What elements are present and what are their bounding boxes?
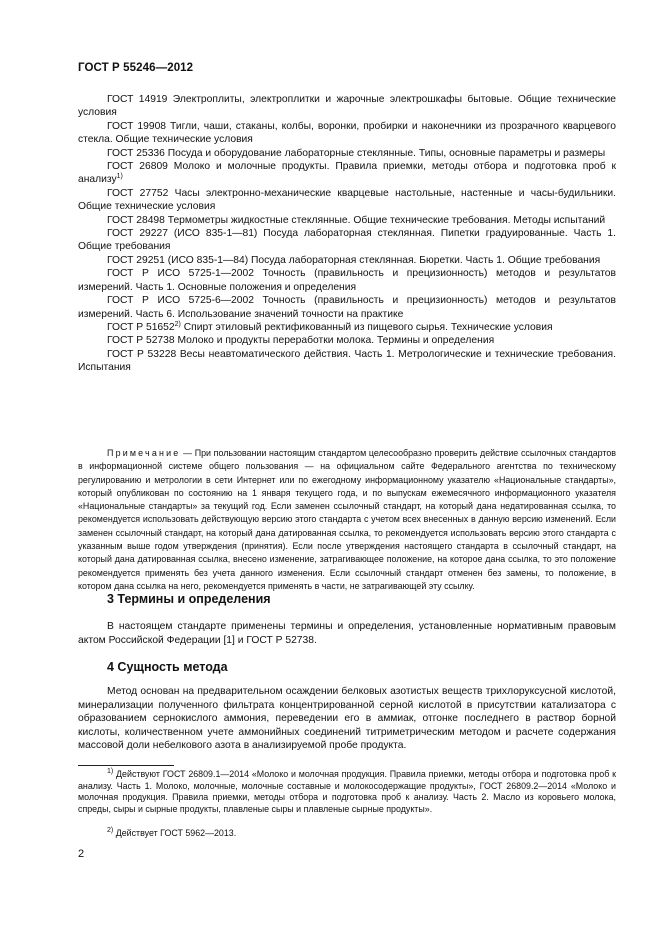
reference-item: ГОСТ 29251 (ИСО 835-1—84) Посуда лабораторная стеклянная. Бюретки. Часть 1. Общие требования [107, 254, 601, 266]
section-4-text: Метод основан на предварительном осаждении белковых азотистых веществ трихлоруксусной кислотой, минерализации полученного фильтрата концентрированной серной кислотой в присутствии катализатора с образованием сернокислого аммония, переведении его в аммиак, отгонке последнего в раствор борной кислоты, количественном учете аммонийных соединений титриметрическим методом и расчете содержания массовой доли небелкового азота в анализируемой пробе продукта. [78, 686, 616, 752]
section-3-heading: 3 Термины и определения [107, 592, 271, 606]
note-label: Примечание [107, 448, 181, 458]
reference-item: ГОСТ Р ИСО 5725-1—2002 Точность (правильность и прецизионность) методов и результатов измерений. Часть 1. Основные положения и определения [78, 268, 616, 293]
reference-item: ГОСТ 19908 Тигли, чаши, стаканы, колбы, воронки, пробирки и наконечники из прозрачного кварцевого стекла. Общие технические условия [78, 120, 616, 146]
footnote-mark: 2) [107, 827, 114, 834]
footnote-1: $^{1)}$ Действуют ГОСТ 26809.1—2014 «Молоко и молочная продукция. Правила приемки, методы отбора и подготовка проб к анализу. Часть 1. Молоко, молочные, молочные составные и молокосодержащие продукты», ГОСТ 26809.2—2014 «Молоко и молочная продукция. Правила приемки, методы отбора и подготовка проб к анализу. Часть 2. Масло из коровьего молока, спреды, сыры и сырные продукты, плавленые сыры и плавленые сырные продукты». [78, 768, 616, 814]
reference-item: ГОСТ Р 51652$^{2)}$ Спирт этиловый ректификованный из пищевого сырья. Технические условия [107, 320, 553, 333]
page-number: 2 [78, 848, 85, 860]
document-header-code: ГОСТ Р 55246—2012 [78, 62, 194, 74]
footnote-marker: 2) [174, 320, 181, 328]
footnote-mark: 1) [107, 768, 114, 775]
note-text: — При пользовании настоящим стандартом целесообразно проверить действие ссылочных стандартов в информационной системе общего пользования — на официальном сайте Федерального агентства по техническому регулированию и метрологии в сети Интернет или по ежегодному информационному указателю «Национальные стандарты», который опубликован по состоянию на 1 января текущего года, и по выпускам ежемесячного информационного указателя «Национальные стандарты» за текущий год. Если заменен ссылочный стандарт, на который дана недатированная ссылка, то рекомендуется использовать действующую версию этого стандарта с учетом всех внесенных в данную версию изменений. Если заменен ссылочный стандарт, на который дана датированная ссылка, то рекомендуется использовать версию этого стандарта с указанным выше годом утверждения (принятия). Если после утверждения настоящего стандарта в ссылочный стандарт, на который дана датированная ссылка, внесено изменение, затрагивающее положение, на которое дана ссылка, то это положение рекомендуется применять без учета данного изменения. Если ссылочный стандарт отменен без замены, то положение, в котором дана ссылка на него, рекомендуется применять в части, не затрагивающей эту ссылку. [78, 448, 616, 591]
reference-item: ГОСТ 14919 Электроплиты, электроплитки и жарочные электрошкафы бытовые. Общие технические условия [78, 94, 616, 119]
footnote-marker: 1) [116, 173, 123, 181]
reference-item: ГОСТ 29227 (ИСО 835-1—81) Посуда лабораторная стеклянная. Пипетки градуированные. Часть 1. Общие требования [78, 228, 616, 253]
normative-references-list [78, 93, 616, 375]
reference-item: ГОСТ Р 52738 Молоко и продукты переработки молока. Термины и определения [107, 335, 495, 347]
reference-item: ГОСТ 25336 Посуда и оборудование лабораторные стеклянные. Типы, основные параметры и размеры [107, 147, 606, 159]
reference-item: ГОСТ Р ИСО 5725-6—2002 Точность (правильность и прецизионность) методов и результатов измерений. Часть 6. Использование значений точности на практике [78, 295, 616, 320]
section-4-heading: 4 Сущность метода [107, 660, 228, 674]
reference-item: ГОСТ Р 53228 Весы неавтоматического действия. Часть 1. Метрологические и технические требования. Испытания [78, 348, 616, 374]
reference-item: ГОСТ 28498 Термометры жидкостные стеклянные. Общие технические требования. Методы испытаний [107, 214, 606, 226]
section-3-text: В настоящем стандарте применены термины и определения, установленные нормативным правовым актом Российской Федерации [1] и ГОСТ Р 52738. [78, 621, 616, 646]
footnote-divider [78, 765, 174, 766]
reference-item: ГОСТ 27752 Часы электронно-механические кварцевые настольные, настенные и часы-будильники. Общие технические условия [78, 187, 616, 213]
footnote-2: $^{2)}$ Действует ГОСТ 5962—2013. [107, 827, 237, 838]
references-note [78, 447, 616, 593]
reference-item: ГОСТ 26809 Молоко и молочные продукты. Правила приемки, методы отбора и подготовка проб к анализу$^{1)}$ [78, 161, 616, 186]
